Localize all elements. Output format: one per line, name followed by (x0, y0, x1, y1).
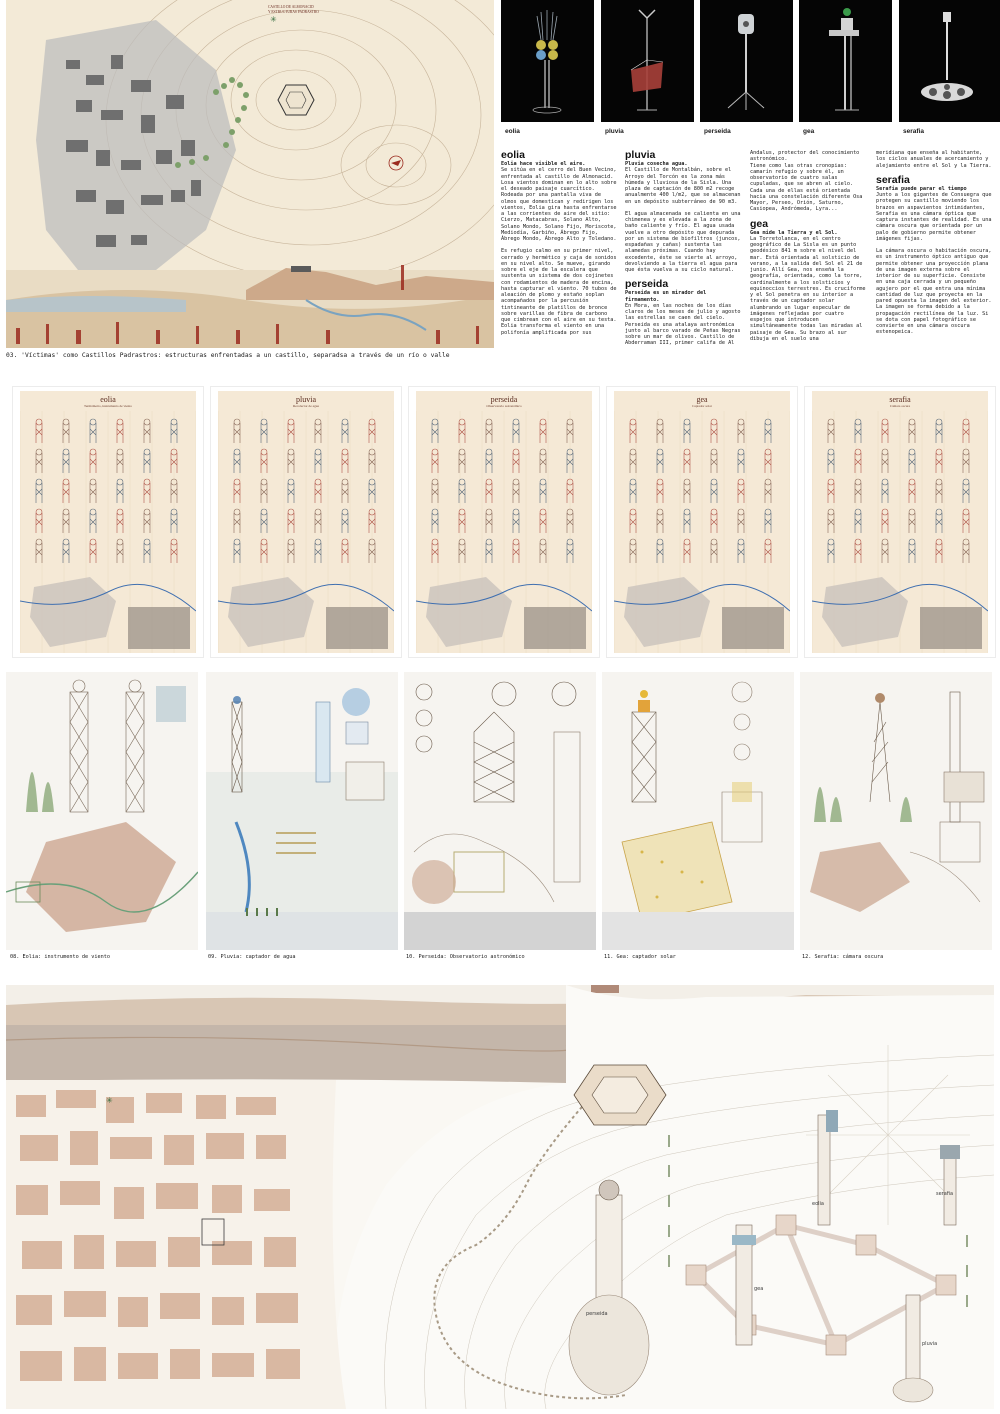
sheet-tower-sketch (486, 419, 492, 443)
plate-gea-drawing (602, 672, 794, 950)
plate-caption-perseida: 10. Perseida: Observatorio astronómico (406, 954, 525, 960)
sheet-tower-sketch (486, 539, 492, 563)
subtitle-serafia: Serafia puede parar el tiempo (876, 185, 967, 192)
sheet-drawings (20, 411, 196, 653)
plate-caption-serafia: 12. Serafia: cámara oscura (802, 954, 884, 960)
sheet-title: pluvia (296, 395, 316, 404)
model-label-perseida: perseida (704, 128, 731, 135)
sheet-title: perseida (490, 395, 518, 404)
paragraph-gea-continued: meridiana que enseña al habitante, los ciclos anuales de acercamiento y alejamiento entre el Sol y la Tierra. (876, 150, 992, 169)
sheet-town-map (228, 577, 314, 647)
sheet-tower-sketch (540, 479, 546, 503)
sheet-town-map (426, 577, 512, 647)
sheet-paper (614, 391, 790, 653)
castle-outline (278, 85, 314, 115)
model-label-serafia: serafia (903, 128, 924, 135)
sheet-tower-sketch (117, 449, 123, 473)
plate-perseida (404, 672, 596, 950)
sheet-paper (218, 391, 394, 653)
plan-label-eolia: eolia (812, 1201, 824, 1207)
sheet-tower-sketch (342, 479, 348, 503)
north-arrow-icon: ✳ (106, 1096, 113, 1105)
sheet-subtitle: Observatorio astronómico (486, 404, 522, 408)
model-photo-gea (799, 0, 892, 122)
sheet-tower-sketch (828, 479, 834, 503)
sheet-paper (20, 391, 196, 653)
sheet-tower-sketch (936, 479, 942, 503)
castle-plan (574, 1065, 666, 1125)
sheet-tower-sketch (684, 479, 690, 503)
sheet-tower-sketch (738, 539, 744, 563)
subtitle-gea: Gea mide la Tierra y el Sol. (750, 229, 838, 236)
subtitle-perseida: Perseida es un mirador del firmamento. (625, 290, 707, 303)
sheet-tower-sketch (513, 449, 519, 473)
sheet-tower-sketch (432, 479, 438, 503)
sheet-tower-sketch (882, 419, 888, 443)
plate-serafia-drawing (800, 672, 992, 950)
sheet-tower-sketch (882, 449, 888, 473)
sheet-town-map (822, 577, 908, 647)
map-title-line-2: Y ESTRUCTURAS PADRASTRO (268, 10, 319, 14)
sheet-town-map (624, 577, 710, 647)
sheet-tower-sketch (828, 509, 834, 533)
sheet-tower-sketch (882, 539, 888, 563)
sheet-tower-sketch (738, 509, 744, 533)
sheet-tower-sketch (936, 419, 942, 443)
model-photo-eolia (501, 0, 594, 122)
drawing-sheet-gea (606, 386, 798, 658)
sheet-tower-sketch (828, 449, 834, 473)
master-plan (6, 985, 994, 1409)
sheet-tower-sketch (738, 479, 744, 503)
sheet-tower-sketch (711, 539, 717, 563)
sheet-tower-sketch (711, 419, 717, 443)
sheet-tower-sketch (828, 539, 834, 563)
sheet-town-map (30, 577, 116, 647)
sheet-photo (326, 607, 388, 649)
sheet-tower-sketch (909, 539, 915, 563)
top-site-map (6, 0, 494, 348)
sheet-tower-sketch (315, 419, 321, 443)
sheet-tower-sketch (684, 449, 690, 473)
paragraph-serafia-2: La cámara oscura o habitación oscura, es un instrumento óptico antiguo que permite obtener una proyección plana de una imagen externa sobre el interior de su superficie. Consiste en una caja cerrada y un pequeño agujero por el que entra una mínima cantidad de luz que proyecta en la pared opuesta la imagen del exterior. La imagen se forma debido a la propagación rectilínea de la luz. Si se dota con papel fotográfico se convierte en una cámara oscura estenopeica. (876, 248, 992, 336)
heading-perseida: perseida (625, 278, 669, 291)
sheet-tower-sketch (234, 479, 240, 503)
sheet-photo (524, 607, 586, 649)
sheet-tower-sketch (36, 539, 42, 563)
sheet-tower-sketch (630, 539, 636, 563)
sheet-tower-sketch (909, 449, 915, 473)
sheet-tower-sketch (234, 449, 240, 473)
sheet-drawings (812, 411, 988, 653)
perseida-model-icon (700, 0, 793, 122)
sheet-tower-sketch (882, 479, 888, 503)
sheet-tower-sketch (630, 419, 636, 443)
sheet-tower-sketch (630, 509, 636, 533)
paragraph-pluvia-1: El Castillo de Montalbán, sobre el Arroyo del Torcón es la zona más húmeda y lluviosa de la Sisla. Una plaza de captación de 800 m2 recoge anualmente 400 l/m2, que se almacenan en un depósito subterráneo de 90 m3. (625, 167, 741, 205)
sheet-tower-sketch (234, 539, 240, 563)
sheet-tower-sketch (234, 419, 240, 443)
drawing-sheet-eolia (12, 386, 204, 658)
drawing-sheet-pluvia (210, 386, 402, 658)
sheet-tower-sketch (36, 479, 42, 503)
text-column-serafia (876, 150, 994, 342)
north-arrow-icon: ✳ (270, 15, 277, 24)
serafia-model-icon (899, 0, 1000, 122)
sheet-tower-sketch (684, 539, 690, 563)
sheet-tower-sketch (36, 509, 42, 533)
sheet-tower-sketch (234, 509, 240, 533)
sheet-tower-sketch (315, 449, 321, 473)
model-label-eolia: eolia (505, 128, 520, 135)
sheet-tower-sketch (540, 509, 546, 533)
sheet-tower-sketch (288, 479, 294, 503)
sheet-tower-sketch (144, 539, 150, 563)
text-column-eolia (501, 150, 618, 342)
eolia-model-icon (501, 0, 594, 122)
plate-perseida-drawing (404, 672, 596, 950)
sheet-tower-sketch (936, 449, 942, 473)
plate-caption-eolia: 08. Eolia: instrumento de viento (10, 954, 110, 960)
subtitle-eolia: Eolia hace visible el aire. (501, 161, 586, 167)
sheet-subtitle: Recolector de agua (293, 404, 319, 408)
paragraph-serafia-1: Junto a los gigantes de Consuegra que protegen su castillo moviendo los brazos en aspavientos intimidantes, Serafia es una cámara óptica que captura instantes de realidad. Es una cámara oscura que orientada por un palo de gobierno permite obtener imágenes fijas. (876, 192, 992, 242)
sheet-tower-sketch (486, 449, 492, 473)
model-photo-strip (501, 0, 1000, 140)
sheet-tower-sketch (432, 449, 438, 473)
sheet-tower-sketch (288, 509, 294, 533)
map-title-line-1: CASTILLO DE ALMONACID (268, 5, 314, 9)
sheet-drawings (416, 411, 592, 653)
sheet-tower-sketch (513, 509, 519, 533)
sheet-photo (920, 607, 982, 649)
sheet-tower-sketch (486, 509, 492, 533)
sheet-tower-sketch (144, 509, 150, 533)
plate-eolia-drawing (6, 672, 198, 950)
pluvia-model-icon (601, 0, 694, 122)
sheet-tower-sketch (432, 419, 438, 443)
sheet-tower-sketch (909, 479, 915, 503)
sheet-tower-sketch (144, 419, 150, 443)
sheet-tower-sketch (36, 419, 42, 443)
plate-gea (602, 672, 794, 950)
sheet-drawings (614, 411, 790, 653)
sheet-tower-sketch (711, 509, 717, 533)
sheet-tower-sketch (711, 449, 717, 473)
paragraph-pluvia-2: El agua almacenada se calienta en una chimenea y es elevada a la zona de baño caliente y frío. El agua usada vuelve a otro depósito que depurada por un sistema de biofiltros (juncos, espadañas y cañas) sustenta las alamedas próximas. Cuando hay excedente, éste se vierte al arroyo, devolviendo a la tierra el agua para que ésta vuelva a su ciclo natural. (625, 210, 741, 273)
sheet-tower-sketch (432, 509, 438, 533)
model-photo-serafia (899, 0, 1000, 122)
sheet-tower-sketch (90, 509, 96, 533)
paragraph-perseida-continued: Andalus, protector del conocimiento astronómico. Tiene como las otras cronopias: camarín refugio y sobre él, un observatorio de cuatro salas cupuladas, que se abren al cielo. Cada una de ellas está orientada hacia una constelación diferente Osa Mayor, Perseo, Orión, Saturno, Casiopea, Andrómeda, Lyra... (750, 150, 863, 213)
top-map-caption: 03. 'Víctimas' como Castillos Padrastros: estructuras enfrentadas a un castillo, separadsa a través de un río o valle (6, 352, 450, 359)
drawing-sheet-perseida (408, 386, 600, 658)
sheet-tower-sketch (315, 509, 321, 533)
sheet-subtitle: Cámara oscura (889, 404, 911, 408)
sheet-tower-sketch (36, 449, 42, 473)
plate-caption-gea: 11. Gea: captador solar (604, 954, 676, 960)
drawing-sheet-serafia (804, 386, 996, 658)
plate-eolia (6, 672, 198, 950)
sheet-tower-sketch (342, 539, 348, 563)
plate-pluvia-drawing (206, 672, 398, 950)
sheet-paper (812, 391, 988, 653)
sheet-tower-sketch (117, 509, 123, 533)
sheet-tower-sketch (288, 539, 294, 563)
heading-serafia: serafia (876, 173, 910, 186)
sheet-tower-sketch (936, 539, 942, 563)
sheet-tower-sketch (117, 479, 123, 503)
sheet-photo (722, 607, 784, 649)
plan-label-pluvia: pluvia (922, 1341, 938, 1347)
sheet-title: gea (696, 395, 708, 404)
sheet-photo (128, 607, 190, 649)
sheet-title: serafia (889, 395, 911, 404)
model-label-pluvia: pluvia (605, 128, 624, 135)
paragraph-eolia-1: Se sitúa en el cerro del Buen Vecino, enfrentada al castillo de Almonacid. Losa vientos dominan en lo alto sobre el deseado paisaje cuarcítico. Rodeada por una pantalla viva de olmos que domestican y redirigen los vientos, Eolia gira hasta enfrentarse a las corrientes de aire del sitio: Cierzo, Matacabras, Solano Alto, Solano Mondo, Solano Fijo, Moriscote, Mediodía, Garbiño, Ábrego Fijo, Ábrego Mondo, Ábrego Alto y Toledano. (501, 167, 617, 242)
sheet-tower-sketch (828, 419, 834, 443)
paragraph-gea-1: La Torretolanca, en el centro geográfico de La Sisla es un punto geodésico 841 m sobre el nivel del mar. Está orientada al solsticio de verano, a la salida del Sol el 21 de junio. Allí Gea, nos enseña la geografía, orientada, como la torre, cardinalmente a los solsticios y equinoccios terrestres. Es cruciforme y el Sol penetra en su interior a través de un captador solar alumbrando un lugar especular de imágenes reflejadas por cuatro espejos que introducen simultáneamente todas las miradas al paisaje de Gea. Su brazo al sur dibuja en el suelo una (750, 235, 866, 342)
sheet-tower-sketch (90, 539, 96, 563)
sheet-tower-sketch (90, 479, 96, 503)
heading-gea: gea (750, 217, 769, 230)
sheet-subtitle: Termómetro, instrumento de viento (84, 404, 132, 408)
text-column-gea (750, 150, 868, 348)
sheet-paper (416, 391, 592, 653)
sheet-tower-sketch (630, 479, 636, 503)
model-photo-pluvia (601, 0, 694, 122)
heading-eolia: eolia (501, 149, 525, 161)
sheet-tower-sketch (117, 539, 123, 563)
sheet-tower-sketch (711, 479, 717, 503)
sheet-tower-sketch (513, 479, 519, 503)
sheet-tower-sketch (684, 509, 690, 533)
sheet-tower-sketch (315, 539, 321, 563)
sheet-tower-sketch (882, 509, 888, 533)
sheet-tower-sketch (288, 449, 294, 473)
sheet-tower-sketch (540, 419, 546, 443)
sheet-tower-sketch (540, 539, 546, 563)
sheet-tower-sketch (909, 509, 915, 533)
sheet-tower-sketch (342, 509, 348, 533)
sheet-tower-sketch (630, 449, 636, 473)
plate-serafia (800, 672, 992, 950)
sheet-tower-sketch (909, 419, 915, 443)
sheet-tower-sketch (144, 449, 150, 473)
model-photo-perseida (700, 0, 793, 122)
subtitle-pluvia: Pluvia cosecha agua. (625, 161, 688, 167)
sheet-tower-sketch (738, 419, 744, 443)
paragraph-perseida-1: En Mora, en las noches de los días claros de los meses de julio y agosto las estrellas se caen del cielo. Perseida es una atalaya astronómica junto al barco varado de Peñas Negras sobre un mar de olivos. Castillo de Abderraman III, primer califa de Al (625, 302, 741, 347)
text-column-pluvia-perseida (625, 150, 743, 353)
site-map-drawing (6, 0, 494, 348)
sheet-tower-sketch (315, 479, 321, 503)
sheet-drawings (218, 411, 394, 653)
sheet-tower-sketch (738, 449, 744, 473)
sheet-tower-sketch (342, 449, 348, 473)
plate-caption-pluvia: 09. Pluvia: captador de agua (208, 954, 296, 960)
sheet-tower-sketch (342, 419, 348, 443)
sheet-tower-sketch (90, 419, 96, 443)
plan-label-serafia: serafia (936, 1191, 954, 1197)
sheet-tower-sketch (288, 419, 294, 443)
master-plan-drawing (6, 985, 994, 1409)
sheet-tower-sketch (684, 419, 690, 443)
sheet-tower-sketch (90, 449, 96, 473)
sheet-subtitle: Captador solar (692, 404, 712, 408)
plan-label-perseida: perseida (586, 1311, 608, 1317)
sheet-tower-sketch (936, 509, 942, 533)
model-label-gea: gea (803, 128, 815, 135)
heading-pluvia: pluvia (625, 149, 656, 161)
sheet-tower-sketch (513, 539, 519, 563)
paragraph-eolia-2: Es refugio calmo en su primer nivel, cerrado y hermético y caja de sonidos en su nivel alto. Se mueve, girando sobre el eje de la escalera que sustenta un sistema de dos cojinetes con rodamientos de madera de encina, hasta capturar el viento. 70 tubos de aleación de plomo y estaño soplan acompañados por la percusión tintineante de platillos de bronce sobre varillas de fibra de carbono que cimbrean con el aire en su testa. Eolia transforma el viento en una polifonía amplificada por sus (501, 248, 617, 336)
sheet-title: eolia (100, 395, 116, 404)
sheet-tower-sketch (513, 419, 519, 443)
sheet-tower-sketch (540, 449, 546, 473)
gea-model-icon (799, 0, 892, 122)
sheet-tower-sketch (144, 479, 150, 503)
plan-label-gea: gea (754, 1286, 764, 1292)
sheet-tower-sketch (432, 539, 438, 563)
plate-pluvia (206, 672, 398, 950)
sheet-tower-sketch (486, 479, 492, 503)
sheet-tower-sketch (117, 419, 123, 443)
